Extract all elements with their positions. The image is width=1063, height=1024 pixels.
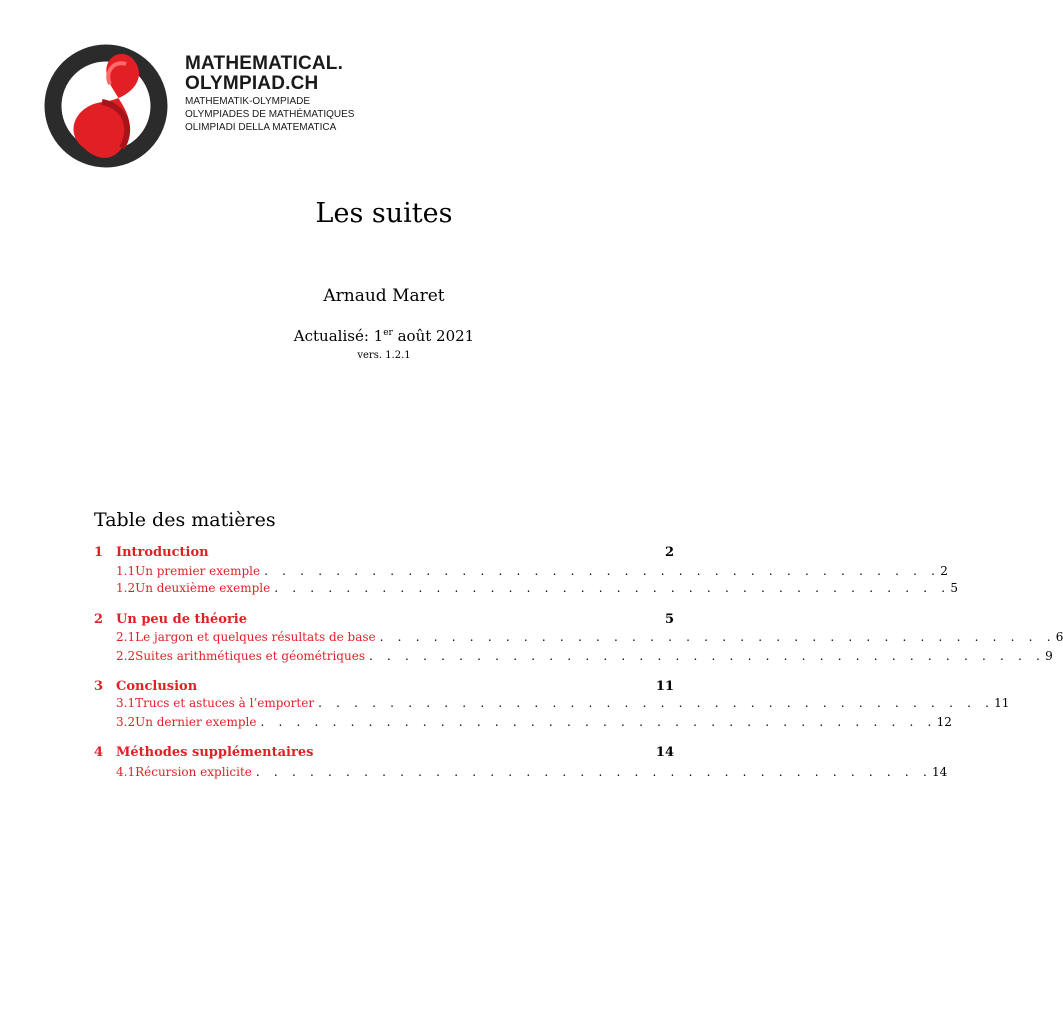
toc-subsection-number: 1.1	[116, 564, 136, 578]
toc-section-title[interactable]: Un peu de théorie	[116, 612, 247, 627]
toc-section-number: 4	[94, 745, 104, 760]
toc-subsection-number: 3.1	[116, 696, 136, 710]
toc-section-page: 14	[655, 745, 674, 760]
toc-subsection-2-2[interactable]	[116, 649, 1053, 667]
document-author: Arnaud Maret	[323, 286, 445, 306]
logo-title-line1: MATHEMATICAL.	[185, 53, 344, 74]
toc-section-number: 1	[94, 545, 104, 560]
date-suffix: août 2021	[392, 327, 475, 345]
toc-section-title[interactable]: Méthodes supplémentaires	[116, 745, 314, 760]
toc-section-4[interactable]	[94, 745, 674, 763]
toc-subsection-title[interactable]: Trucs et astuces à l’emporter	[135, 696, 315, 710]
toc-subsection-number: 2.1	[116, 630, 136, 644]
toc-subsection-title[interactable]: Récursion explicite	[135, 765, 252, 779]
toc-subsection-page: 5	[950, 581, 958, 595]
dot-leader: . . . . . . . . . . . . . . . . . . . . . . . . . . . . . . . . . . . . . .	[368, 649, 1046, 663]
dot-leader: . . . . . . . . . . . . . . . . . . . . . . . . . . . . . . . . . . . . . .	[260, 715, 937, 729]
toc-subsection-page: 9	[1045, 649, 1053, 663]
toc-subsection-title[interactable]: Le jargon et quelques résultats de base	[135, 630, 376, 644]
toc-section-2[interactable]	[94, 612, 674, 630]
toc-section-number: 3	[94, 679, 104, 694]
toc-subsection-1-2[interactable]	[116, 581, 958, 599]
toc-subsection-number: 3.2	[116, 715, 136, 729]
toc-subsection-1-1[interactable]	[116, 564, 948, 582]
toc-section-page: 2	[664, 545, 674, 560]
logo-subtitle-de: MATHEMATIK-OLYMPIADE	[185, 96, 311, 107]
toc-subsection-4-1[interactable]	[116, 765, 948, 783]
olympiad-logo-icon	[44, 44, 168, 168]
toc-subsection-page: 11	[994, 696, 1010, 710]
toc-subsection-page: 14	[931, 765, 948, 779]
document-date	[0, 327, 768, 345]
logo-subtitle-fr: OLYMPIADES DE MATHÉMATIQUES	[185, 109, 355, 120]
toc-section-page: 5	[664, 612, 674, 627]
toc-section-title[interactable]: Conclusion	[116, 679, 198, 694]
toc-subsection-2-1[interactable]	[116, 630, 1063, 648]
toc-subsection-3-1[interactable]	[116, 696, 1010, 714]
toc-section-page: 11	[655, 679, 674, 694]
toc-section-1[interactable]	[94, 545, 674, 563]
dot-leader: . . . . . . . . . . . . . . . . . . . . . . . . . . . . . . . . . . . . . .	[255, 765, 932, 779]
logo-subtitle-it: OLIMPIADI DELLA MATEMATICA	[185, 122, 337, 133]
toc-section-title[interactable]: Introduction	[116, 545, 209, 560]
toc-subsection-3-2[interactable]	[116, 715, 952, 733]
document-version: vers. 1.2.1	[357, 350, 411, 361]
toc-subsection-number: 2.2	[116, 649, 136, 663]
toc-section-number: 2	[94, 612, 104, 627]
dot-leader: . . . . . . . . . . . . . . . . . . . . . . . . . . . . . . . . . . . . . .	[379, 630, 1056, 644]
dot-leader: . . . . . . . . . . . . . . . . . . . . . . . . . . . . . . . . . . . . . .	[264, 564, 941, 578]
toc-subsection-title[interactable]: Un premier exemple	[135, 564, 261, 578]
toc-heading: Table des matières	[94, 509, 276, 531]
document-title: Les suites	[315, 198, 453, 229]
toc-subsection-number: 1.2	[116, 581, 136, 595]
logo-title-line2: OLYMPIAD.CH	[185, 73, 319, 94]
toc-subsection-page: 2	[940, 564, 948, 578]
toc-subsection-page: 6	[1055, 630, 1063, 644]
toc-subsection-title[interactable]: Un deuxième exemple	[135, 581, 271, 595]
dot-leader: . . . . . . . . . . . . . . . . . . . . . . . . . . . . . . . . . . . . . .	[318, 696, 995, 710]
date-superscript: er	[383, 328, 393, 338]
toc-subsection-number: 4.1	[116, 765, 136, 779]
toc-section-3[interactable]	[94, 679, 674, 697]
dot-leader: . . . . . . . . . . . . . . . . . . . . . . . . . . . . . . . . . . . . . .	[274, 581, 951, 595]
toc-subsection-title[interactable]: Suites arithmétiques et géométriques	[135, 649, 365, 663]
date-prefix: Actualisé: 1	[293, 327, 384, 345]
toc-subsection-page: 12	[936, 715, 952, 729]
toc-subsection-title[interactable]: Un dernier exemple	[135, 715, 257, 729]
